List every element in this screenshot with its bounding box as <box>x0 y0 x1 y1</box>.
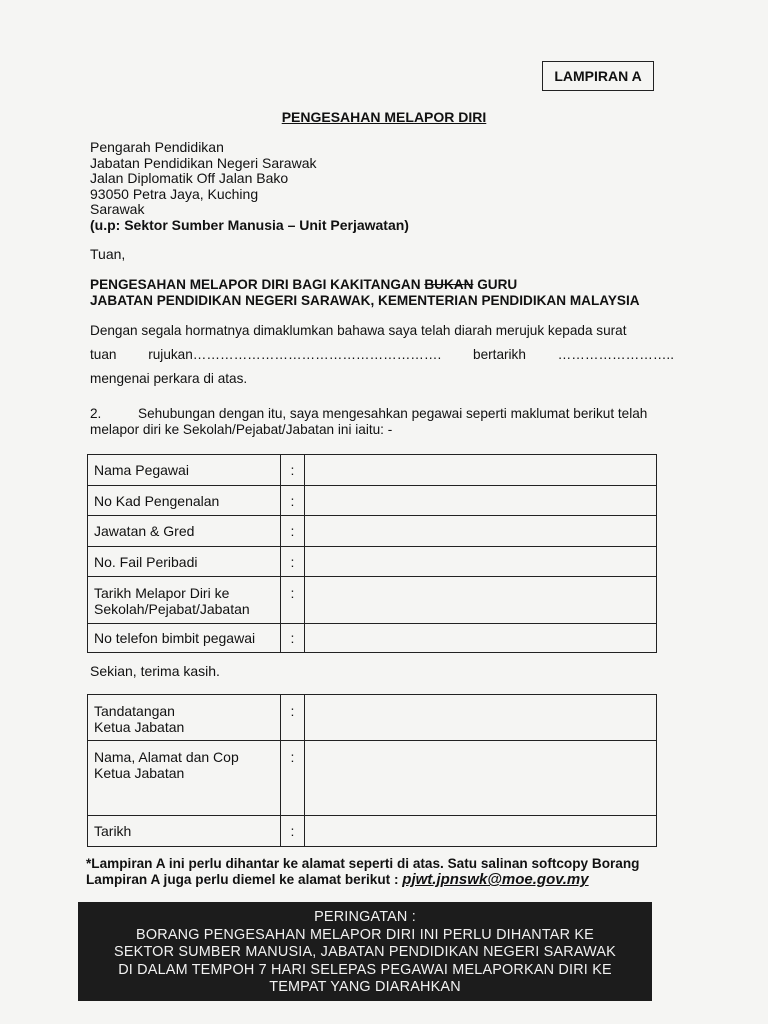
address-line: Sarawak <box>90 201 145 218</box>
ic-number-field[interactable] <box>305 486 657 516</box>
salutation: Tuan, <box>90 246 126 262</box>
warning-line: SEKTOR SUMBER MANUSIA, JABATAN PENDIDIKAN NEGERI SARAWAK <box>114 944 616 960</box>
subject-heading <box>90 277 640 308</box>
paragraph-line: melapor diri ke Sekolah/Pejabat/Jabatan ini iaitu: - <box>90 421 393 437</box>
paragraph-text: Sehubungan dengan itu, saya mengesahkan pegawai seperti maklumat berikut telah <box>138 406 648 421</box>
report-date-field[interactable] <box>305 577 657 624</box>
paragraph-2 <box>90 406 674 437</box>
table-row <box>88 816 657 847</box>
note-line: *Lampiran A ini perlu dihantar ke alamat seperti di atas. Satu salinan softcopy Borang <box>86 856 640 871</box>
address-line: Pengarah Pendidikan <box>90 139 224 155</box>
paragraph-1 <box>90 322 674 394</box>
attention-line: (u.p: Sektor Sumber Manusia – Unit Perjawatan) <box>90 216 409 233</box>
colon: : <box>281 486 305 516</box>
table-row <box>88 547 657 577</box>
email-link[interactable]: pjwt.jpnswk@moe.gov.my <box>402 871 589 888</box>
appendix-label: LAMPIRAN A <box>542 61 654 91</box>
colon: : <box>281 816 305 847</box>
paragraph-line: Dengan segala hormatnya dimaklumkan bahawa saya telah diarah merujuk kepada surat <box>90 323 627 338</box>
date-field: …………………….. <box>557 347 674 362</box>
row-label: Jawatan & Gred <box>88 516 281 547</box>
subject-text: GURU <box>473 277 518 292</box>
label-line: Sekolah/Pejabat/Jabatan <box>94 601 250 617</box>
table-row <box>88 741 657 816</box>
colon: : <box>281 516 305 547</box>
colon: : <box>281 695 305 741</box>
note-text: Lampiran A juga perlu diemel ke alamat berikut : <box>86 872 403 887</box>
subject-line-2: JABATAN PENDIDIKAN NEGERI SARAWAK, KEMENTERIAN PENDIDIKAN MALAYSIA <box>90 292 640 308</box>
row-label: No telefon bimbit pegawai <box>88 624 281 653</box>
table-row <box>88 695 657 741</box>
table-row <box>88 486 657 516</box>
struck-word: BUKAN <box>424 277 474 292</box>
signature-field[interactable] <box>305 695 657 741</box>
row-label: Tarikh <box>88 816 281 847</box>
row-label <box>88 577 281 624</box>
row-label: No Kad Pengenalan <box>88 486 281 516</box>
warning-box <box>78 902 652 1001</box>
paragraph-number: 2. <box>90 406 102 421</box>
paragraph-line <box>90 406 674 422</box>
bertarikh-word: bertarikh <box>473 347 526 362</box>
table-row <box>88 624 657 653</box>
officer-name-field[interactable] <box>305 455 657 486</box>
row-label <box>88 695 281 741</box>
paragraph-line: mengenai perkara di atas. <box>90 371 248 386</box>
warning-line: DI DALAM TEMPOH 7 HARI SELEPAS PEGAWAI MELAPORKAN DIRI KE <box>118 961 612 978</box>
row-label: Nama Pegawai <box>88 455 281 486</box>
reference-line <box>90 346 674 370</box>
label-line: Nama, Alamat dan Cop <box>94 749 239 765</box>
warning-heading: PERINGATAN : <box>314 909 416 925</box>
officer-info-table <box>87 454 657 653</box>
address-line: Jabatan Pendidikan Negeri Sarawak <box>90 154 317 171</box>
closing-text: Sekian, terima kasih. <box>90 663 220 679</box>
position-grade-field[interactable] <box>305 516 657 547</box>
date-field[interactable] <box>305 816 657 847</box>
colon: : <box>281 547 305 577</box>
note-line <box>86 872 686 888</box>
warning-line: BORANG PENGESAHAN MELAPOR DIRI INI PERLU DIHANTAR KE <box>136 926 594 943</box>
row-label: No. Fail Peribadi <box>88 547 281 577</box>
table-row <box>88 516 657 547</box>
warning-line: TEMPAT YANG DIARAHKAN <box>269 979 461 995</box>
row-label <box>88 741 281 816</box>
document-title: PENGESAHAN MELAPOR DIRI <box>281 109 487 125</box>
reference-field: rujukan………………………………………………. <box>148 347 442 362</box>
subject-text: PENGESAHAN MELAPOR DIRI BAGI KAKITANGAN <box>90 277 425 292</box>
colon: : <box>281 741 305 816</box>
table-row <box>88 577 657 624</box>
subject-line-1 <box>90 277 640 293</box>
address-line: 93050 Petra Jaya, Kuching <box>90 185 259 202</box>
submission-note <box>86 856 686 888</box>
mobile-phone-field[interactable] <box>305 624 657 653</box>
address-line: Jalan Diplomatik Off Jalan Bako <box>90 170 289 187</box>
head-of-department-table <box>87 694 657 847</box>
tuan-word: tuan <box>90 347 117 362</box>
label-line: Ketua Jabatan <box>94 765 185 781</box>
personal-file-field[interactable] <box>305 547 657 577</box>
label-line: Ketua Jabatan <box>94 719 185 735</box>
table-row <box>88 455 657 486</box>
colon: : <box>281 455 305 486</box>
recipient-address <box>90 140 409 234</box>
label-line: Tandatangan <box>94 703 175 719</box>
label-line: Tarikh Melapor Diri ke <box>94 585 230 601</box>
colon: : <box>281 624 305 653</box>
colon: : <box>281 577 305 624</box>
name-address-stamp-field[interactable] <box>305 741 657 816</box>
